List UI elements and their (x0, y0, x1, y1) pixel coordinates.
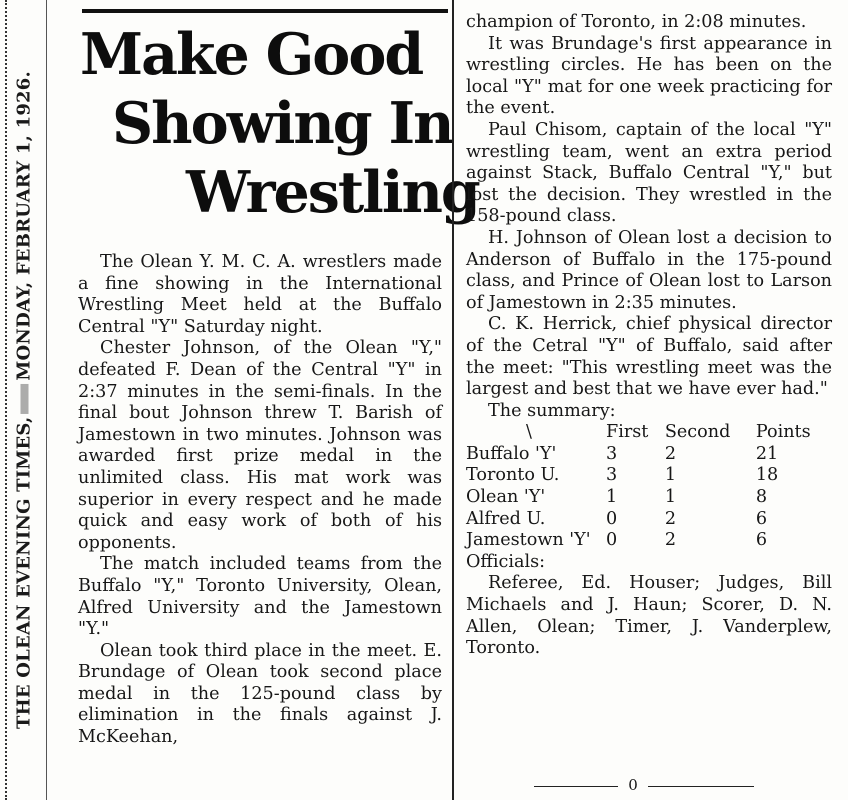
table-row (466, 465, 832, 487)
points: 21 (755, 443, 779, 464)
points: 8 (755, 487, 768, 508)
first-count: 1 (606, 487, 618, 508)
summary-header-blank: \ (526, 422, 532, 443)
first-count: 3 (606, 465, 618, 486)
headline-line-2: Showing In (112, 90, 453, 157)
summary-header-second: Second (664, 422, 731, 443)
summary-intro: The summary: (488, 400, 616, 421)
article-right-column (466, 12, 832, 660)
summary-table (466, 422, 832, 552)
summary-header-row (466, 422, 832, 444)
second-count: 1 (664, 465, 677, 486)
second-count: 2 (664, 530, 677, 551)
article-paragraph: Chester Johnson, of the Olean "Y," defeated F. Dean of the Central "Y" in 2:37 minutes in the semi-finals. In the final bout Johnson threw T. Barish of Jamestown in two minutes. Johnson was awarded first prize medal in the unlimited class. His mat work was superior in every respect and he made quick and easy work of both of his opponents. (78, 338, 442, 553)
article-left-column (78, 252, 442, 749)
ink-smudge (21, 384, 29, 414)
masthead (14, 71, 35, 729)
masthead-margin (0, 0, 47, 800)
team-name: Jamestown 'Y' (466, 530, 591, 551)
table-row (466, 444, 832, 466)
team-name: Toronto U. (466, 465, 560, 486)
article-paragraph: The match included teams from the Buffalo "Y," Toronto University, Olean, Alfred University and the Jamestown "Y." (78, 554, 442, 640)
team-name: Buffalo 'Y' (466, 443, 557, 464)
summary-header-points: Points (755, 422, 811, 443)
team-name: Olean 'Y' (466, 487, 546, 508)
article-paragraph: H. Johnson of Olean lost a decision to Anderson of Buffalo in the 175-pound class, and Prince of Olean lost to Larson of Jamestown in 2:35 minutes. (466, 227, 832, 313)
article-paragraph: Paul Chisom, captain of the local "Y" wrestling team, went an extra period against Stack, Buffalo Central "Y," but lost the decision. They wrestled in the 158-pound class. (466, 119, 832, 227)
first-count: 0 (606, 530, 618, 551)
table-row (466, 530, 832, 552)
table-row (466, 509, 832, 531)
masthead-paper-name: THE OLEAN EVENING TIMES, (13, 416, 35, 729)
first-count: 0 (606, 508, 618, 529)
article-paragraph: It was Brundage's first appearance in wrestling circles. He has been on the local "Y" mat for one week practicing for the event. (466, 33, 832, 119)
article-paragraph: Olean took third place in the meet. E. Brundage of Olean took second place medal in the 125-pound class by elimination in the finals against J. McKeehan, (78, 640, 442, 748)
masthead-date: MONDAY, FEBRUARY 1, 1926. (13, 71, 35, 381)
second-count: 1 (664, 487, 677, 508)
end-mark: 0 (618, 775, 648, 795)
headline (66, 20, 479, 227)
points: 6 (755, 530, 768, 551)
points: 6 (755, 508, 768, 529)
first-count: 3 (606, 443, 618, 464)
officials-text: Referee, Ed. Houser; Judges, Bill Michaels and J. Haun; Scorer, D. N. Allen, Olean; Timer, J. Vanderplew, Toronto. (466, 573, 832, 659)
points: 18 (755, 465, 779, 486)
perforation-edge (5, 0, 10, 800)
headline-top-rule (82, 9, 448, 13)
summary-header-first: First (606, 422, 649, 443)
headline-line-1: Make Good (80, 21, 423, 88)
headline-line-3: Wrestling (186, 159, 479, 226)
article-paragraph: C. K. Herrick, chief physical director of the Cetral "Y" of Buffalo, said after the meet: "This wrestling meet was the largest and best that we have ever had." (466, 314, 832, 400)
second-count: 2 (664, 508, 677, 529)
team-name: Alfred U. (466, 508, 546, 529)
article-paragraph: champion of Toronto, in 2:08 minutes. (466, 12, 807, 32)
table-row (466, 487, 832, 509)
second-count: 2 (664, 443, 677, 464)
column-divider (452, 0, 454, 800)
article-paragraph: The Olean Y. M. C. A. wrestlers made a fine showing in the International Wrestling Meet held at the Buffalo Central "Y" Saturday night. (78, 252, 442, 337)
officials-label: Officials: (466, 551, 546, 572)
